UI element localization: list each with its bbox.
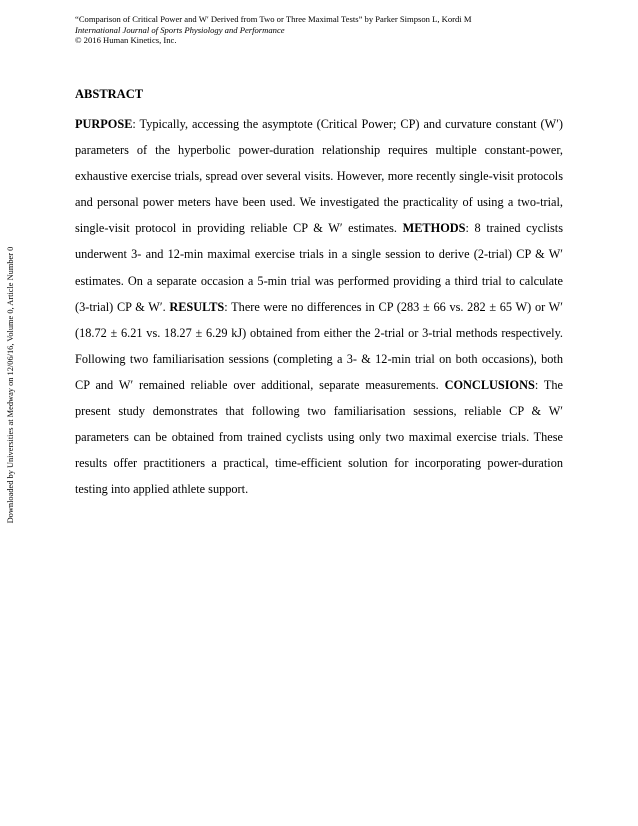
conclusions-text: : The present study demonstrates that following two familiarisation sessions, reliable CP & W′ parameters can be obtained from trained cyclists using only two maximal exercise trials. These results offer practitioners a practical, time-efficient solution for incorporating power-duration testing into applied athlete support.	[75, 377, 563, 497]
results-label: RESULTS	[169, 299, 225, 314]
results-text: : There were no differences in CP (283 ± 66 vs. 282 ± 65 W) or W′ (18.72 ± 6.21 vs. 18.27 ± 6.29 kJ) obtained from either the 2-trial or 3-trial methods respectively. Following two familiarisation sessions (completing a 3- & 12-min trial on both occasions), both CP and W′ remained reliable over additional, separate measurements.	[75, 299, 563, 392]
purpose-text: : Typically, accessing the asymptote (Critical Power; CP) and curvature constant (W′) parameters of the hyperbolic power-duration relationship requires multiple constant-power, exhaustive exercise trials, spread over several visits. However, more recently single-visit protocols and personal power meters have been used. We investigated the practicality of using a two-trial, single-visit protocol in providing reliable CP & W′ estimates.	[75, 117, 563, 236]
citation-line: “Comparison of Critical Power and W′ Derived from Two or Three Maximal Tests” by Parker Simpson L, Kordi M	[75, 14, 472, 24]
abstract-body	[75, 111, 563, 502]
abstract-heading: ABSTRACT	[75, 87, 144, 101]
conclusions-label: CONCLUSIONS	[444, 377, 535, 392]
methods-label: METHODS	[402, 221, 466, 236]
purpose-label: PURPOSE	[75, 117, 133, 131]
copyright-line: © 2016 Human Kinetics, Inc.	[75, 35, 177, 46]
journal-name: International Journal of Sports Physiology and Performance	[75, 24, 285, 35]
download-watermark: Downloaded by Universities at Medway on 12/06/16, Volume 0, Article Number 0	[6, 246, 15, 524]
article-header	[75, 14, 575, 46]
methods-text: : 8 trained cyclists underwent 3- and 12-min maximal exercise trials in a single session to derive (2-trial) CP & W′ estimates. On a separate occasion a 5-min trial was performed providing a third trial to calculate (3-trial) CP & W′.	[75, 221, 563, 314]
